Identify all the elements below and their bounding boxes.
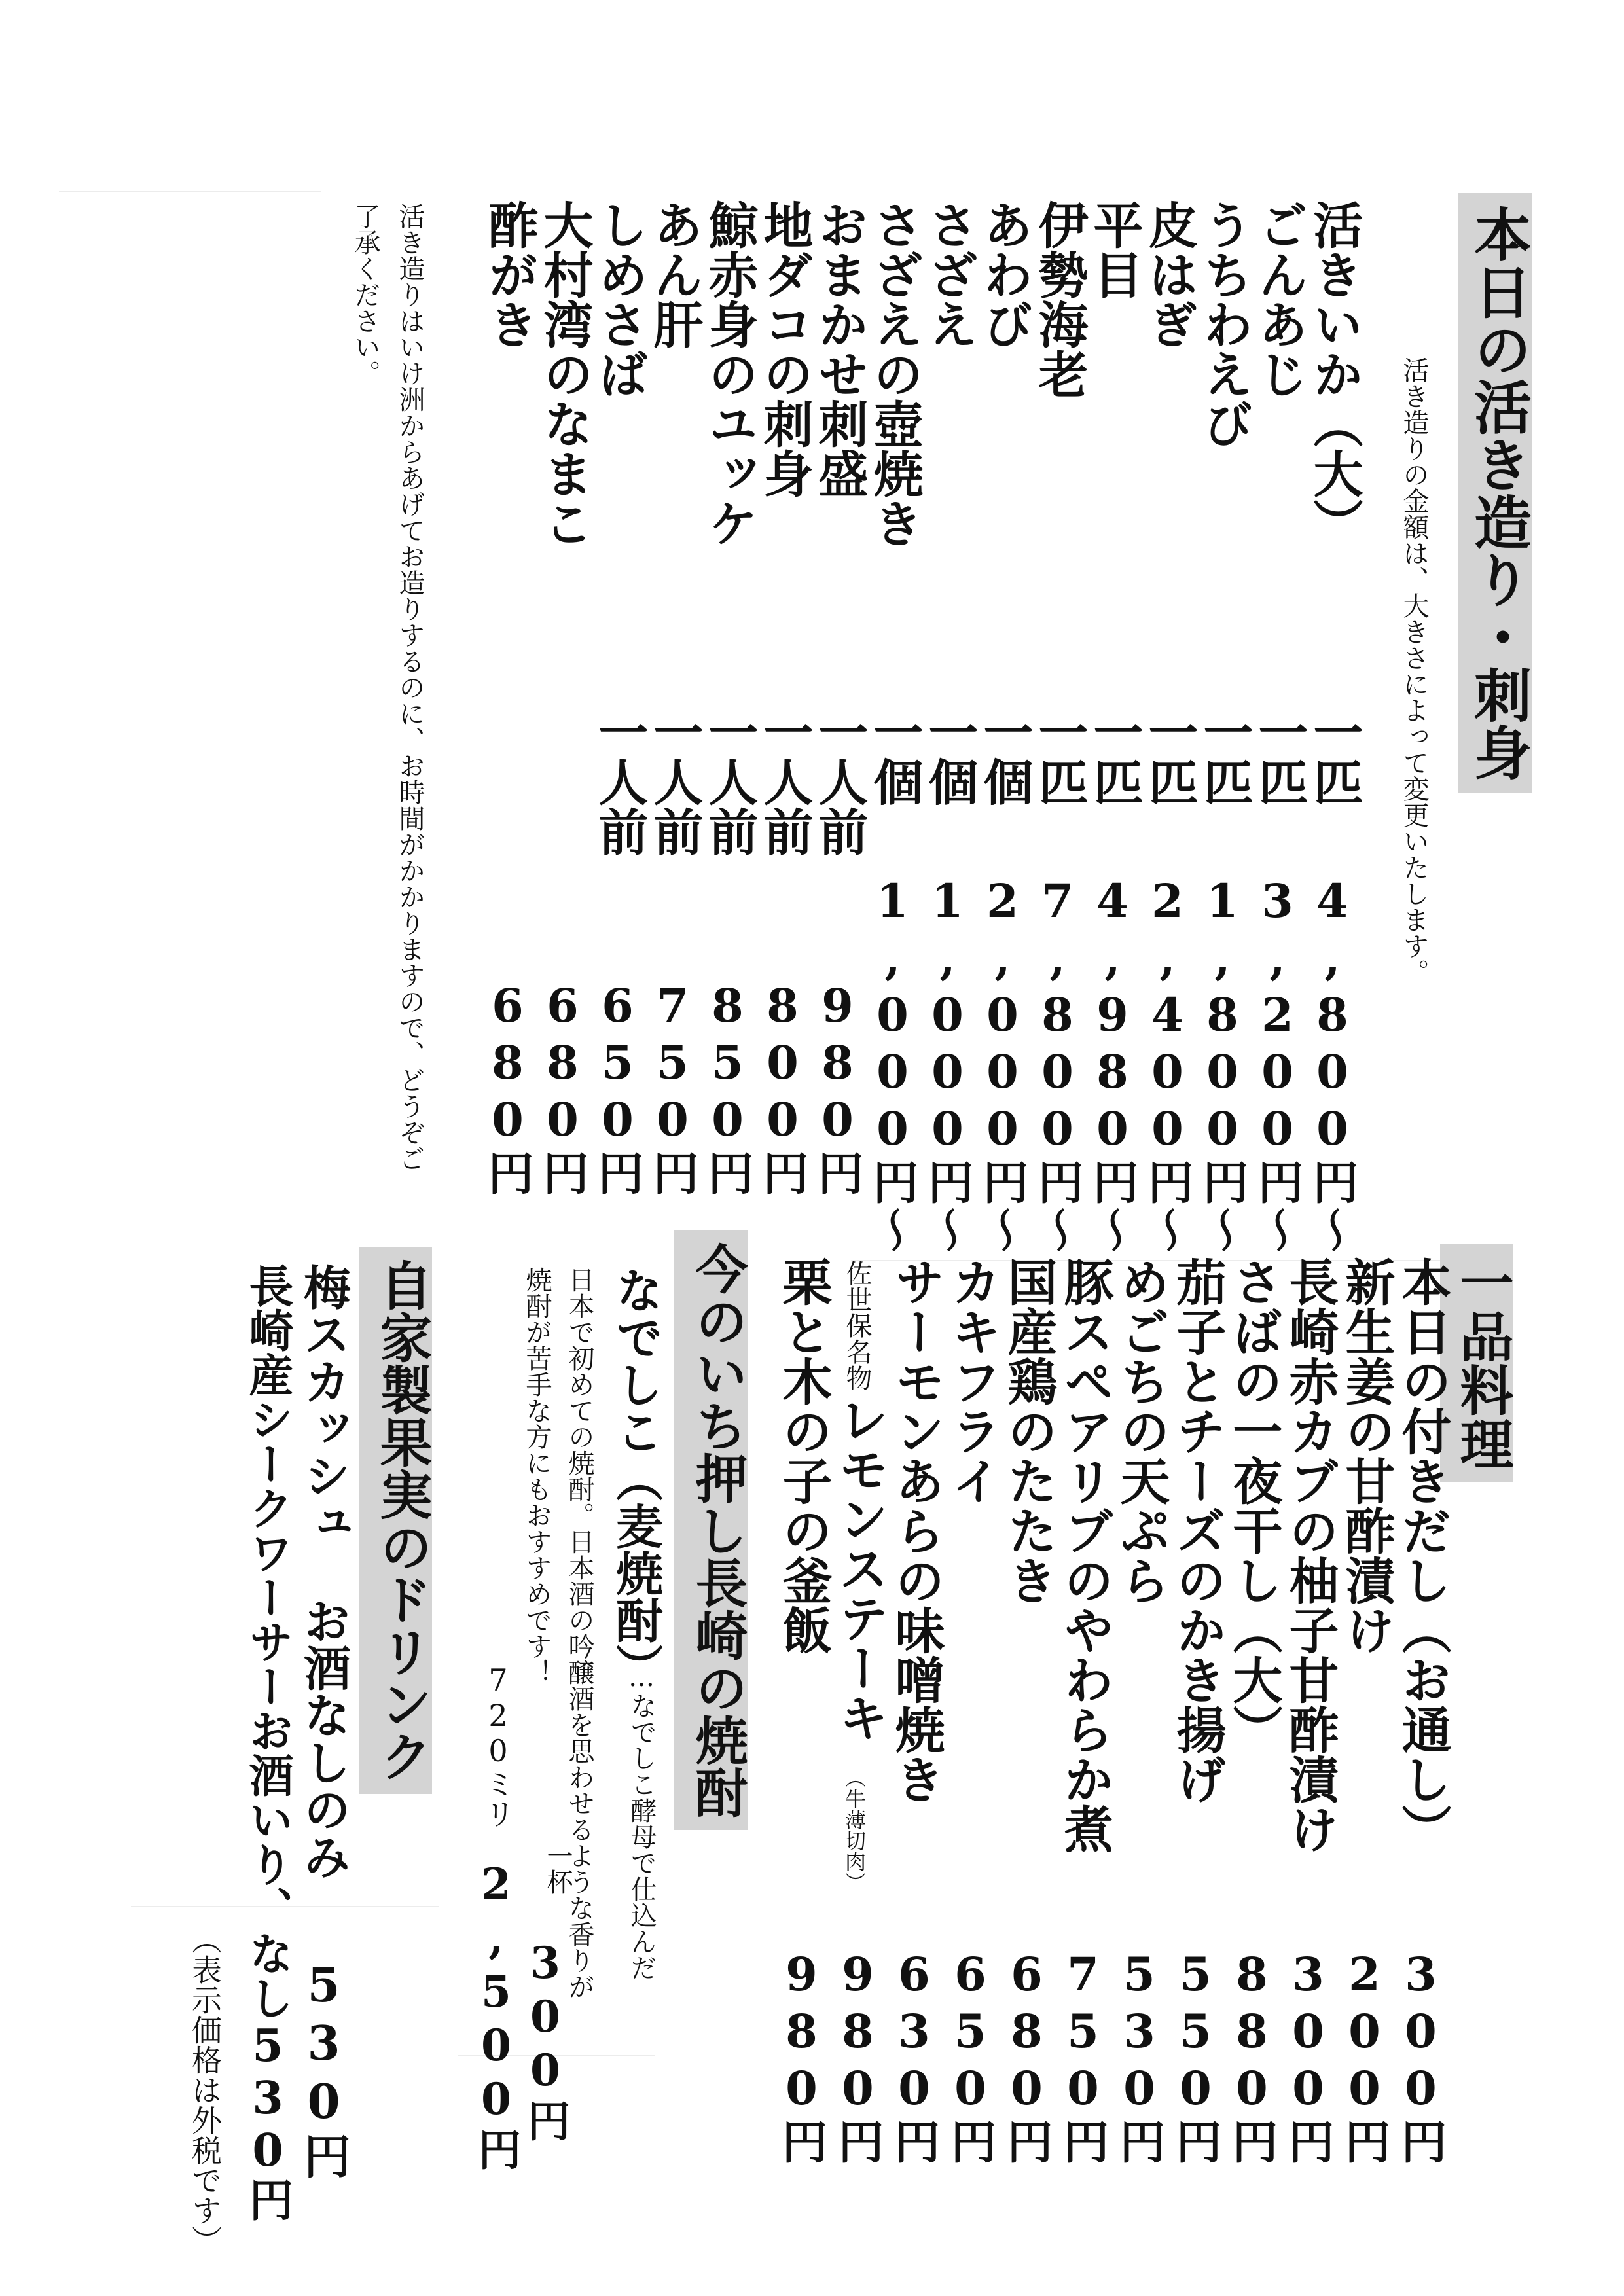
ippin-item-price: 200円 bbox=[1337, 1947, 1392, 2166]
ippin-item-name: 国産鶏のたたき bbox=[1000, 1257, 1058, 1605]
sashimi-item-name: 大村湾のなまこ bbox=[535, 200, 594, 548]
ippin-item-price: 300円 bbox=[1281, 1947, 1335, 2166]
ippin-item-name: 新生姜の甘酢漬け bbox=[1337, 1257, 1396, 1655]
sashimi-item-unit: 一匹 bbox=[1085, 707, 1144, 806]
ippin-item-name: カキフライ bbox=[943, 1257, 1001, 1505]
sashimi-item-name: うちわえび bbox=[1195, 200, 1254, 448]
sashimi-item-name: あん肝 bbox=[645, 200, 704, 349]
ippin-item-name: 茄子とチーズのかき揚げ bbox=[1168, 1257, 1227, 1804]
tax-note: （表示価格は外税です） bbox=[187, 1924, 223, 2255]
sashimi-title: 本日の活き造り・刺身 bbox=[1458, 193, 1532, 793]
sashimi-item-name: ごんあじ bbox=[1250, 200, 1308, 399]
sashimi-item-name: あわび bbox=[975, 200, 1034, 349]
sashimi-item-price: 3,200円〜 bbox=[1250, 874, 1305, 1255]
shochu-title: 今のいち押し長崎の焼酎 bbox=[674, 1230, 748, 1830]
ippin-item-price: 980円 bbox=[774, 1947, 829, 2166]
ippin-item-name: レモンステーキ bbox=[831, 1394, 889, 1742]
sashimi-item-name: 酢がき bbox=[480, 200, 539, 349]
sashimi-item-price: 850円 bbox=[700, 978, 755, 1198]
drinks-title: 自家製果実のドリンク bbox=[359, 1247, 432, 1794]
shochu-name: なでしこ（麦焼酎） bbox=[608, 1266, 664, 1691]
sashimi-item-unit: 一匹 bbox=[1195, 707, 1254, 806]
sashimi-item-unit: 一人前 bbox=[755, 707, 814, 856]
shochu-desc-3: 焼酎が苦手な方にもおすすめです！ bbox=[522, 1266, 552, 1685]
ippin-item-name: 豚スペアリブのやわらか煮 bbox=[1056, 1257, 1114, 1854]
sashimi-item-name: しめさば bbox=[590, 200, 649, 399]
sashimi-item-unit: 一人前 bbox=[810, 707, 869, 856]
shochu-bottle-label: 720ミリ bbox=[480, 1662, 516, 1829]
sashimi-item-price: 2,400円〜 bbox=[1140, 874, 1195, 1255]
ippin-item-price: 650円 bbox=[943, 1947, 998, 2166]
sashimi-item-name: おまかせ刺盛 bbox=[810, 200, 869, 498]
shochu-glass-label: 一杯 bbox=[543, 1842, 573, 1895]
drink-item-2: 長崎産シークワーサーお酒いり、なし530円 bbox=[242, 1263, 294, 2221]
ippin-item-price: 750円 bbox=[1056, 1947, 1110, 2166]
sashimi-item-unit: 一人前 bbox=[700, 707, 759, 856]
ippin-item-price: 530円 bbox=[1112, 1947, 1166, 2166]
sashimi-item-price: 680円 bbox=[480, 978, 535, 1198]
ippin-item-name: 長崎赤カブの柚子甘酢漬け bbox=[1281, 1257, 1339, 1854]
ippin-item-price: 980円 bbox=[831, 1947, 885, 2166]
sashimi-item-unit: 一人前 bbox=[645, 707, 704, 856]
ippin-item-price: 630円 bbox=[887, 1947, 941, 2166]
ippin-item-price: 550円 bbox=[1168, 1947, 1223, 2166]
sashimi-item-unit: 一匹 bbox=[1030, 707, 1089, 806]
ippin-item-name: さばの一夜干し（大） bbox=[1225, 1257, 1283, 1754]
ippin-item-suffix: （牛薄切肉） bbox=[842, 1767, 867, 1893]
ippin-item-name: 栗と木の子の釜飯 bbox=[774, 1257, 833, 1655]
sashimi-item-price: 4,980円〜 bbox=[1085, 874, 1140, 1255]
drink-item-option: お酒なしのみ bbox=[296, 1597, 352, 1880]
ippin-title: 一品料理 bbox=[1440, 1244, 1513, 1482]
ippin-item-price: 880円 bbox=[1225, 1947, 1279, 2166]
sashimi-item-name: 伊勢海老 bbox=[1030, 200, 1089, 399]
shochu-bottle-price: 2,500円 bbox=[471, 1859, 522, 2173]
sashimi-item-price: 2,000円〜 bbox=[975, 874, 1030, 1255]
sashimi-footnote: 活き造りはいけ洲からあげてお造りするのに、お時間がかかりますので、どうぞご了承ください。 bbox=[350, 203, 425, 1172]
sashimi-item-price: 1,000円〜 bbox=[865, 874, 920, 1255]
sashimi-item-name: 平目 bbox=[1085, 200, 1144, 299]
ippin-item-price: 680円 bbox=[1000, 1947, 1054, 2166]
sashimi-item-unit: 一個 bbox=[975, 707, 1034, 806]
sashimi-item-unit: 一個 bbox=[920, 707, 979, 806]
sashimi-item-name: 皮はぎ bbox=[1140, 200, 1199, 349]
sashimi-item-unit: 一匹 bbox=[1305, 707, 1363, 806]
ippin-item-name: めごちの天ぷら bbox=[1112, 1257, 1170, 1605]
sashimi-item-price: 1,800円〜 bbox=[1195, 874, 1250, 1255]
sashimi-note: 活き造りの金額は、大きさによって変更いたします。 bbox=[1399, 357, 1429, 985]
top-left-divider bbox=[59, 191, 321, 192]
sashimi-item-name: 活きいか（大） bbox=[1305, 200, 1363, 548]
sashimi-item-name: さざえの壺焼き bbox=[865, 200, 924, 548]
sashimi-item-price: 650円 bbox=[590, 978, 645, 1198]
drink-item-name: 梅スカッシュ bbox=[296, 1263, 352, 1546]
shochu-glass-price: 300円 bbox=[520, 1937, 571, 2144]
sashimi-item-name: 地ダコの刺身 bbox=[755, 200, 814, 498]
sashimi-item-unit: 一個 bbox=[865, 707, 924, 806]
sashimi-item-price: 680円 bbox=[535, 978, 590, 1198]
sashimi-item-name: 鯨赤身のユッケ bbox=[700, 200, 759, 548]
ippin-item-name: 本日の付きだし（お通し） bbox=[1394, 1257, 1452, 1854]
ippin-item-price: 300円 bbox=[1394, 1947, 1448, 2166]
shochu-desc-1: …なでしこ酵母で仕込んだ bbox=[626, 1662, 657, 1981]
sashimi-item-unit: 一匹 bbox=[1140, 707, 1199, 806]
sashimi-item-unit: 一匹 bbox=[1250, 707, 1308, 806]
sashimi-item-price: 980円 bbox=[810, 978, 865, 1198]
shochu-desc-2: 日本で初めての焼酎。日本酒の吟醸酒を思わせるような香りが bbox=[564, 1266, 594, 2000]
sashimi-item-price: 800円 bbox=[755, 978, 810, 1198]
sashimi-item-name: さざえ bbox=[920, 200, 979, 349]
sashimi-item-price: 750円 bbox=[645, 978, 700, 1198]
sashimi-item-price: 7,800円〜 bbox=[1030, 874, 1085, 1255]
sashimi-item-unit: 一人前 bbox=[590, 707, 649, 856]
sashimi-item-price: 4,800円〜 bbox=[1305, 874, 1360, 1255]
drink-item-price: 530円 bbox=[296, 1957, 352, 2181]
ippin-item-prefix: 佐世保名物 bbox=[842, 1260, 872, 1391]
ippin-item-name: サーモンあらの味噌焼き bbox=[887, 1257, 945, 1804]
sashimi-item-price: 1,000円〜 bbox=[920, 874, 975, 1255]
